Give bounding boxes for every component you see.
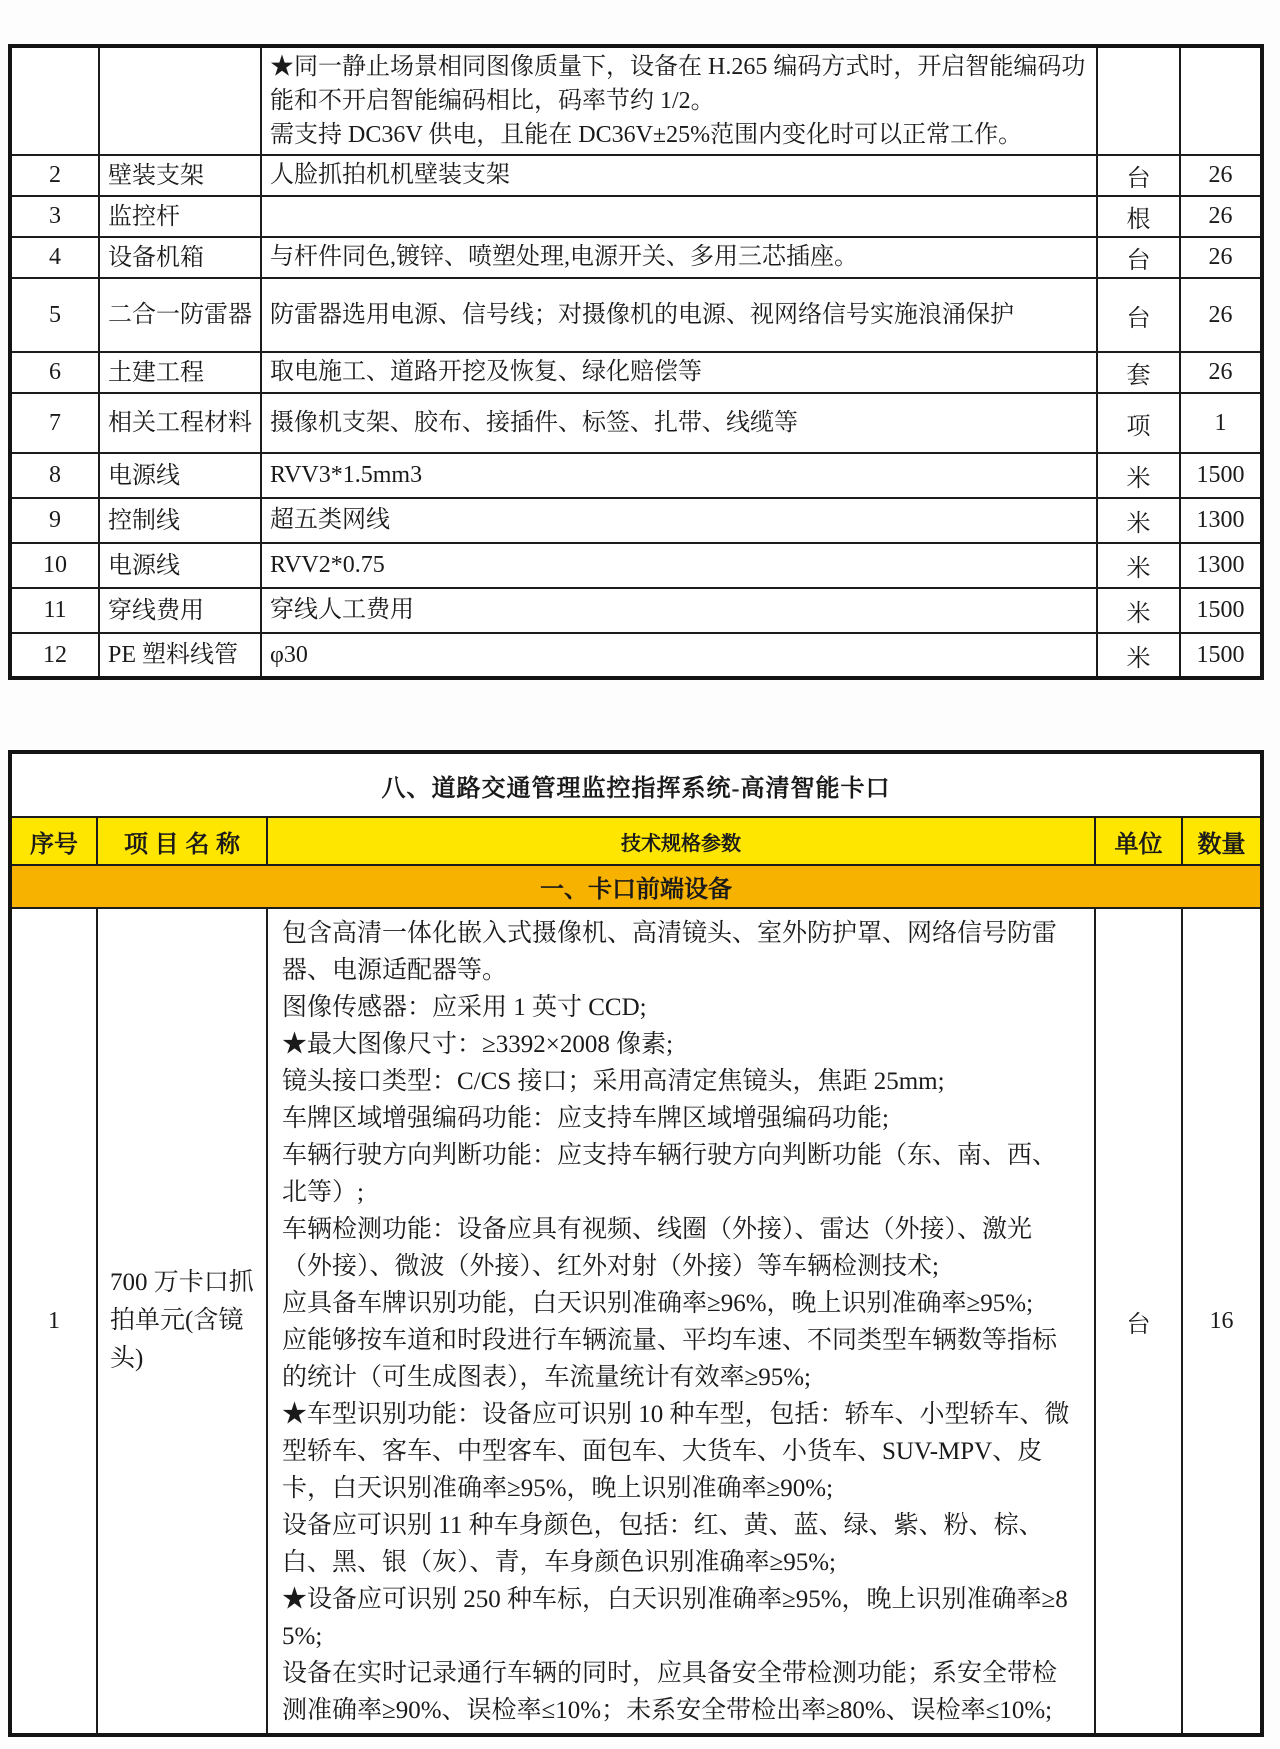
subsection-title: 一、卡口前端设备 [10,865,1262,908]
spec-line: 车辆行驶方向判断功能：应支持车辆行驶方向判断功能（东、南、西、北等）; [282,1142,1058,1206]
header-spec: 技术规格参数 [267,817,1095,865]
table-row [10,196,1262,237]
section-title-row [10,752,1262,817]
table-row [10,352,1262,393]
serial-cell: 5 [10,278,99,352]
spec-line: 包含高清一体化嵌入式摄像机、高清镜头、室外防护罩、网络信号防雷器、电源适配器等。 [282,920,1058,984]
quantity-cell: 26 [1180,237,1262,278]
table-row [10,393,1262,453]
quantity-cell: 26 [1180,196,1262,237]
unit-cell: 米 [1097,543,1180,588]
item-name-cell [99,46,261,155]
header-serial: 序号 [10,817,97,865]
spec-cell: 防雷器选用电源、信号线；对摄像机的电源、视网络信号实施浪涌保护 [261,278,1097,352]
quantity-cell: 16 [1182,908,1262,1735]
header-item-name: 项 目 名 称 [97,817,267,865]
item-name-cell: PE 塑料线管 [99,633,261,678]
spec-line: ★车型识别功能：设备应可识别 10 种车型，包括：轿车、小型轿车、微型轿车、客车、中型客车、面包车、大货车、小货车、SUV-MPV、皮卡，白天识别准确率≥95%，晚上识别准确率≥90%; [282,1401,1070,1502]
quantity-cell: 26 [1180,278,1262,352]
unit-cell: 米 [1097,588,1180,633]
serial-cell: 7 [10,393,99,453]
quantity-cell: 26 [1180,352,1262,393]
spec-cell [261,46,1097,155]
spec-cell: 超五类网线 [261,498,1097,543]
table-row [10,278,1262,352]
serial-cell: 3 [10,196,99,237]
spec-cell [261,196,1097,237]
serial-cell: 10 [10,543,99,588]
top-equipment-table [8,44,1264,680]
table-row [10,543,1262,588]
spec-cell: φ30 [261,633,1097,678]
spec-line: 应能够按车道和时段进行车辆流量、平均车速、不同类型车辆数等指标的统计（可生成图表），车流量统计有效率≥95%; [282,1327,1058,1391]
table-header-row [10,817,1262,865]
spec-line: 车辆检测功能：设备应具有视频、线圈（外接）、雷达（外接）、激光（外接）、微波（外接）、红外对射（外接）等车辆检测技术; [282,1216,1033,1280]
item-name-cell: 穿线费用 [99,588,261,633]
serial-cell: 9 [10,498,99,543]
spec-line: 需支持 DC36V 供电，且能在 DC36V±25%范围内变化时可以正常工作。 [270,122,1023,148]
item-name-cell: 二合一防雷器 [99,278,261,352]
table-row-continuation [10,46,1262,155]
quantity-cell: 1 [1180,393,1262,453]
table-row [10,453,1262,498]
unit-cell: 根 [1097,196,1180,237]
quantity-cell: 1500 [1180,588,1262,633]
item-name-cell: 土建工程 [99,352,261,393]
quantity-cell: 1500 [1180,453,1262,498]
unit-cell: 台 [1097,155,1180,196]
spec-cell: 穿线人工费用 [261,588,1097,633]
unit-cell [1097,46,1180,155]
spec-line: ★同一静止场景相同图像质量下，设备在 H.265 编码方式时，开启智能编码功能和不开启智能编码相比，码率节约 1/2。 [270,54,1086,114]
unit-cell: 米 [1097,633,1180,678]
unit-cell: 台 [1097,237,1180,278]
table-row [10,588,1262,633]
spec-cell [267,908,1095,1735]
spec-line: 应具备车牌识别功能，白天识别准确率≥96%，晚上识别准确率≥95%; [282,1290,1034,1317]
spec-cell: 人脸抓拍机机壁装支架 [261,155,1097,196]
serial-cell: 12 [10,633,99,678]
serial-cell: 8 [10,453,99,498]
unit-cell: 项 [1097,393,1180,453]
table-row [10,237,1262,278]
subsection-header-row [10,865,1262,908]
item-name-cell: 电源线 [99,543,261,588]
unit-cell: 套 [1097,352,1180,393]
spec-line: 镜头接口类型：C/CS 接口；采用高清定焦镜头，焦距 25mm; [282,1068,945,1095]
section-8-table [8,750,1264,1737]
serial-cell: 4 [10,237,99,278]
unit-cell: 米 [1097,498,1180,543]
table-row [10,908,1262,1735]
spec-line: 设备在实时记录通行车辆的同时，应具备安全带检测功能；系安全带检测准确率≥90%、误检率≤10%；未系安全带检出率≥80%、误检率≤10%; [282,1660,1058,1724]
table-row [10,498,1262,543]
unit-cell: 米 [1097,453,1180,498]
spec-line: 图像传感器：应采用 1 英寸 CCD; [282,994,647,1021]
spec-cell: RVV3*1.5mm3 [261,453,1097,498]
unit-cell: 台 [1097,278,1180,352]
item-name-cell: 设备机箱 [99,237,261,278]
spec-line: 设备应可识别 11 种车身颜色，包括：红、黄、蓝、绿、紫、粉、棕、白、黑、银（灰）、青，车身颜色识别准确率≥95%; [282,1512,1044,1576]
item-name-cell: 700 万卡口抓拍单元(含镜头) [97,908,267,1735]
serial-cell [10,46,99,155]
spec-cell: 取电施工、道路开挖及恢复、绿化赔偿等 [261,352,1097,393]
quantity-cell: 1300 [1180,498,1262,543]
table-row [10,633,1262,678]
spec-line: ★最大图像尺寸：≥3392×2008 像素; [282,1031,674,1058]
item-name-cell: 监控杆 [99,196,261,237]
serial-cell: 11 [10,588,99,633]
item-name-cell: 电源线 [99,453,261,498]
header-quantity: 数量 [1182,817,1262,865]
item-name-cell: 壁装支架 [99,155,261,196]
quantity-cell: 26 [1180,155,1262,196]
section-title: 八、道路交通管理监控指挥系统-高清智能卡口 [10,752,1262,817]
unit-cell: 台 [1095,908,1182,1735]
spec-cell: RVV2*0.75 [261,543,1097,588]
spec-cell: 摄像机支架、胶布、接插件、标签、扎带、线缆等 [261,393,1097,453]
quantity-cell: 1300 [1180,543,1262,588]
table-row [10,155,1262,196]
spec-line: ★设备应可识别 250 种车标，白天识别准确率≥95%，晚上识别准确率≥85%; [282,1586,1068,1650]
serial-cell: 2 [10,155,99,196]
spec-cell: 与杆件同色,镀锌、喷塑处理,电源开关、多用三芯插座。 [261,237,1097,278]
item-name-cell: 相关工程材料 [99,393,261,453]
serial-cell: 6 [10,352,99,393]
header-unit: 单位 [1095,817,1182,865]
quantity-cell [1180,46,1262,155]
serial-cell: 1 [10,908,97,1735]
item-name-cell: 控制线 [99,498,261,543]
quantity-cell: 1500 [1180,633,1262,678]
spec-line: 车牌区域增强编码功能：应支持车牌区域增强编码功能; [282,1105,889,1132]
